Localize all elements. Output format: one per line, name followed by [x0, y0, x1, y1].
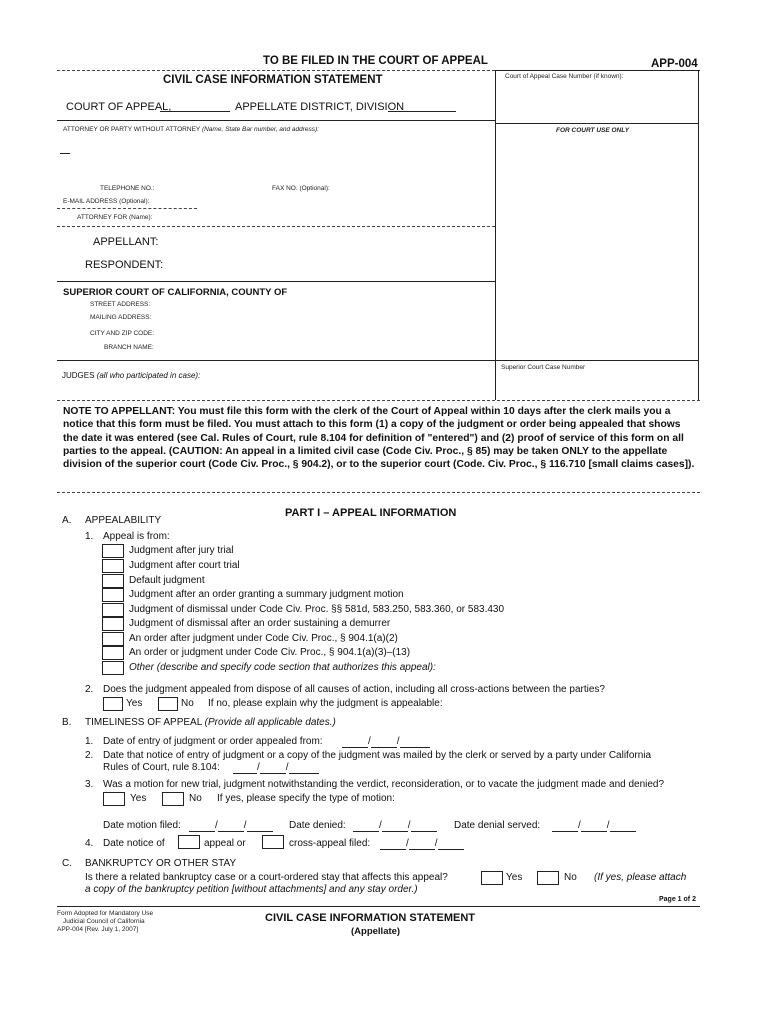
option-checkbox[interactable]: [102, 617, 124, 631]
q2-no-label: No: [181, 698, 194, 709]
adopted-line-1: Form Adopted for Mandatory Use: [57, 910, 154, 917]
q2-no-checkbox[interactable]: [158, 697, 178, 711]
attorney-label: [63, 126, 319, 133]
adopted-line-2: Judicial Council of California: [63, 918, 145, 925]
q2-number: 2.: [85, 684, 94, 695]
divider: [57, 226, 495, 227]
street-label: STREET ADDRESS:: [90, 301, 151, 308]
b3-no-checkbox[interactable]: [162, 792, 184, 806]
c-no-checkbox[interactable]: [537, 871, 559, 885]
b3-yes-label: Yes: [130, 793, 147, 804]
attorney-label-text: ATTORNEY OR PARTY WITHOUT ATTORNEY: [63, 126, 201, 133]
divider: [57, 400, 700, 401]
section-a-title: APPEALABILITY: [85, 515, 162, 526]
b3-hint: If yes, please specify the type of motion:: [217, 793, 395, 804]
divider: [57, 281, 495, 282]
divider: [57, 120, 495, 121]
b3-yes-checkbox[interactable]: [103, 792, 125, 806]
option-checkbox[interactable]: [102, 646, 124, 660]
branch-label: BRANCH NAME:: [104, 344, 154, 351]
c-yes-checkbox[interactable]: [481, 871, 503, 885]
judges-text: JUDGES: [62, 371, 95, 380]
fax-label: FAX NO. (Optional):: [272, 185, 330, 192]
c-hint-continued: a copy of the bankruptcy petition [without attachments] and any stay order.): [85, 884, 418, 895]
divider: [495, 360, 698, 361]
appeal-or-label: appeal or: [204, 838, 246, 849]
c-hint: (If yes, please attach: [594, 872, 687, 883]
c-yes-label: Yes: [506, 872, 523, 883]
section-b-title: TIMELINESS OF APPEAL: [85, 717, 202, 728]
respondent-label: RESPONDENT:: [85, 259, 164, 271]
b2-text: Date that notice of entry of judgment or a copy of the judgment was mailed by the clerk or served by a party under California: [103, 750, 652, 761]
superior-court-label: SUPERIOR COURT OF CALIFORNIA, COUNTY OF: [63, 287, 288, 298]
judges-label: [62, 371, 200, 380]
option-checkbox[interactable]: [102, 632, 124, 646]
b1-text: Date of entry of judgment or order appealed from:: [103, 736, 323, 747]
b3-number: 3.: [85, 779, 94, 790]
b1-date-field[interactable]: / /: [342, 736, 430, 748]
q2-yes-checkbox[interactable]: [103, 697, 123, 711]
cross-appeal-label: cross-appeal filed:: [289, 838, 371, 849]
section-b-heading: [85, 717, 336, 729]
b2-text-continued: Rules of Court, rule 8.104:: [103, 762, 220, 773]
motion-filed-date[interactable]: / /: [189, 820, 273, 832]
b3-text: Was a motion for new trial, judgment notwithstanding the verdict, reconsideration, or to vacate the judgment made and denied?: [103, 779, 665, 790]
denial-served-label: Date denial served:: [454, 820, 541, 831]
divider: [57, 70, 495, 71]
divider: [57, 360, 495, 361]
denied-label: Date denied:: [289, 820, 346, 831]
option-checkbox[interactable]: [102, 588, 124, 602]
c-text: Is there a related bankruptcy case or a court-ordered stay that affects this appeal?: [85, 872, 448, 883]
q2-hint: If no, please explain why the judgment is appealable:: [208, 698, 443, 709]
q1-text: Appeal is from:: [103, 531, 170, 542]
section-c-letter: C.: [62, 858, 72, 869]
option-label: Default judgment: [129, 575, 205, 586]
divider: [57, 208, 197, 209]
divider: [57, 492, 700, 493]
b2-date-field[interactable]: / /: [233, 762, 319, 774]
footer-rule: [57, 906, 700, 907]
option-label: Judgment after court trial: [129, 560, 240, 571]
right-column-border: [698, 70, 699, 400]
note-to-appellant: NOTE TO APPELLANT: You must file this form with the clerk of the Court of Appeal within 10 days after the clerk mails you a notice that this form must be filed. You must attach to this form (1) a copy of the judgment or order being appealed that shows the date it was entered (see Cal. Rules of Court, rule 8.104 for definition of "entered") and (2) proof of service of this form on all parties to the appeal. (CAUTION: An appeal in a limited civil case (Code Civ. Proc., § 85) may be taken ONLY to the appellate division of the superior court (Code Civ. Proc., § 904.2), or to the superior court (Code. Civ. Proc., § 116.710 [small claims cases]).: [63, 406, 695, 471]
option-checkbox[interactable]: [102, 559, 124, 573]
district-field[interactable]: [160, 101, 230, 112]
section-b-letter: B.: [62, 717, 72, 728]
appellate-district-label: APPELLATE DISTRICT, DIVISION: [235, 101, 405, 113]
option-label: Judgment of dismissal after an order sustaining a demurrer: [129, 618, 391, 629]
city-label: CITY AND ZIP CODE:: [90, 330, 155, 337]
q2-yes-label: Yes: [126, 698, 143, 709]
denial-served-date[interactable]: / /: [552, 820, 636, 832]
superior-case-label: Superior Court Case Number: [501, 364, 586, 371]
part1-title: PART I – APPEAL INFORMATION: [285, 507, 457, 519]
option-checkbox[interactable]: [102, 661, 124, 675]
denied-date[interactable]: / /: [353, 820, 437, 832]
notice-date[interactable]: / /: [380, 838, 464, 850]
b3-no-label: No: [189, 793, 202, 804]
judges-hint: (all who participated in case):: [96, 371, 201, 380]
division-field[interactable]: [388, 101, 456, 112]
attorney-hint: (Name, State Bar number, and address):: [201, 126, 320, 133]
option-label: An order or judgment under Code Civ. Proc., § 904.1(a)(3)–(13): [129, 647, 411, 658]
q2-text: Does the judgment appealed from dispose of all causes of action, including all cross-actions between the parties?: [103, 684, 605, 695]
section-c-title: BANKRUPTCY OR OTHER STAY: [85, 858, 237, 869]
section-b-hint: (Provide all applicable dates.): [204, 717, 336, 728]
footer-subtitle: (Appellate): [351, 926, 401, 937]
option-label: An order after judgment under Code Civ. Proc., § 904.1(a)(2): [129, 633, 398, 644]
cross-appeal-checkbox[interactable]: [262, 835, 284, 849]
email-label: E-MAIL ADDRESS (Optional):: [63, 198, 150, 205]
option-label: Other (describe and specify code section that authorizes this appeal):: [129, 662, 436, 673]
appeal-checkbox[interactable]: [178, 835, 200, 849]
right-column-border: [495, 70, 496, 400]
adopted-line-3: APP-004 [Rev. July 1, 2007]: [57, 926, 139, 933]
form-title: CIVIL CASE INFORMATION STATEMENT: [163, 74, 383, 86]
page-number: Page 1 of 2: [659, 896, 696, 903]
court-of-appeal-label: COURT OF APPEAL,: [66, 101, 172, 113]
b2-number: 2.: [85, 750, 94, 761]
telephone-label: TELEPHONE NO.:: [100, 185, 155, 192]
case-number-label: Court of Appeal Case Number (if known):: [505, 73, 624, 80]
option-label: Judgment after an order granting a summary judgment motion: [129, 589, 404, 600]
for-court-use-label: FOR COURT USE ONLY: [556, 127, 630, 134]
b1-number: 1.: [85, 736, 94, 747]
option-checkbox[interactable]: [102, 544, 124, 558]
q1-number: 1.: [85, 531, 94, 542]
divider: [495, 123, 698, 124]
filed-title: TO BE FILED IN THE COURT OF APPEAL: [263, 55, 488, 67]
form-number: APP-004: [651, 58, 698, 70]
divider: [495, 70, 700, 71]
section-a-letter: A.: [62, 515, 72, 526]
b4-number: 4.: [85, 838, 94, 849]
option-label: Judgment of dismissal under Code Civ. Proc. §§ 581d, 583.250, 583.360, or 583.430: [129, 604, 505, 615]
option-checkbox[interactable]: [102, 603, 124, 617]
dash-mark: [60, 153, 70, 154]
motion-filed-label: Date motion filed:: [103, 820, 181, 831]
option-checkbox[interactable]: [102, 574, 124, 588]
footer-title: CIVIL CASE INFORMATION STATEMENT: [265, 912, 476, 924]
option-label: Judgment after jury trial: [129, 545, 234, 556]
c-no-label: No: [564, 872, 577, 883]
attorney-for-label: ATTORNEY FOR (Name):: [77, 214, 153, 221]
mailing-label: MAILING ADDRESS:: [90, 314, 152, 321]
notice-of-label: Date notice of: [103, 838, 165, 849]
appellant-label: APPELLANT:: [93, 236, 159, 248]
